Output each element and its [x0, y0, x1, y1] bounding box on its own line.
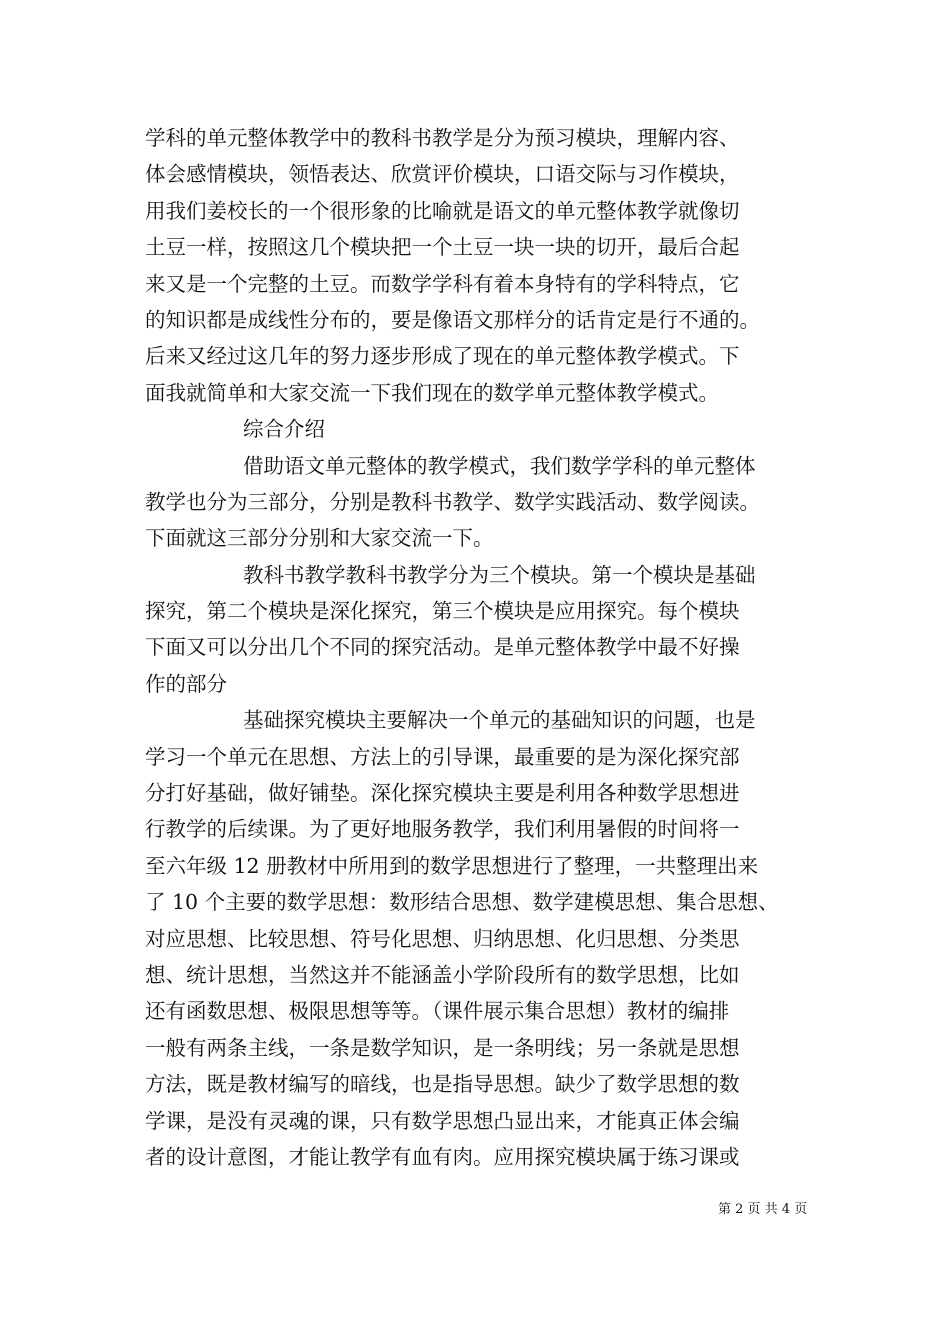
text-line: 来又是一个完整的土豆。而数学学科有着本身特有的学科特点，它 [145, 271, 740, 296]
text-line: 借助语文单元整体的教学模式，我们数学学科的单元整体 [243, 453, 756, 478]
text-line: 方法，既是教材编写的暗线，也是指导思想。缺少了数学思想的数 [145, 1072, 740, 1097]
text-line: 的知识都是成线性分布的，要是像语文那样分的话肯定是行不通的。 [145, 307, 760, 332]
text-line: 了 10 个主要的数学思想：数形结合思想、数学建模思想、集合思想、 [145, 890, 779, 915]
text-line: 想、统计思想，当然这并不能涵盖小学阶段所有的数学思想，比如 [145, 962, 740, 987]
text-line: 作的部分 [145, 671, 227, 696]
page-number-footer: 第 2 页 共 4 页 [718, 1202, 808, 1217]
text-line: 土豆一样，按照这几个模块把一个土豆一块一块的切开，最后合起 [145, 235, 740, 260]
body-text [145, 120, 825, 1175]
text-line: 学课，是没有灵魂的课，只有数学思想凸显出来，才能真正体会编 [145, 1108, 740, 1133]
text-line: 后来又经过这几年的努力逐步形成了现在的单元整体教学模式。下 [145, 344, 740, 369]
text-line: 教学也分为三部分，分别是教科书教学、数学实践活动、数学阅读。 [145, 489, 760, 514]
text-line: 学科的单元整体教学中的教科书教学是分为预习模块，理解内容、 [145, 126, 740, 150]
text-line: 学习一个单元在思想、方法上的引导课，最重要的是为深化探究部 [145, 744, 740, 769]
text-line: 面我就简单和大家交流一下我们现在的数学单元整体教学模式。 [145, 380, 719, 405]
text-line: 分打好基础，做好铺垫。深化探究模块主要是利用各种数学思想进 [145, 781, 740, 806]
text-line: 对应思想、比较思想、符号化思想、归纳思想、化归思想、分类思 [145, 926, 740, 951]
text-line: 一般有两条主线，一条是数学知识，是一条明线；另一条就是思想 [145, 1035, 740, 1060]
section-heading: 综合介绍 [243, 417, 325, 442]
text-line: 下面又可以分出几个不同的探究活动。是单元整体教学中最不好操 [145, 635, 740, 660]
text-line: 基础探究模块主要解决一个单元的基础知识的问题，也是 [243, 708, 756, 733]
text-line: 教科书教学教科书教学分为三个模块。第一个模块是基础 [243, 562, 756, 587]
text-line: 行教学的后续课。为了更好地服务教学，我们利用暑假的时间将一 [145, 817, 740, 842]
text-line: 至六年级 12 册教材中所用到的数学思想进行了整理，一共整理出来 [145, 853, 759, 878]
text-line: 体会感情模块，领悟表达、欣赏评价模块，口语交际与习作模块， [145, 162, 740, 187]
text-line: 者的设计意图，才能让教学有血有肉。应用探究模块属于练习课或 [145, 1144, 740, 1169]
text-line: 下面就这三部分分别和大家交流一下。 [145, 526, 494, 551]
text-line: 用我们姜校长的一个很形象的比喻就是语文的单元整体教学就像切 [145, 198, 740, 223]
text-line: 探究，第二个模块是深化探究，第三个模块是应用探究。每个模块 [145, 599, 740, 624]
text-line: 还有函数思想、极限思想等等。（课件展示集合思想）教材的编排 [145, 999, 730, 1024]
